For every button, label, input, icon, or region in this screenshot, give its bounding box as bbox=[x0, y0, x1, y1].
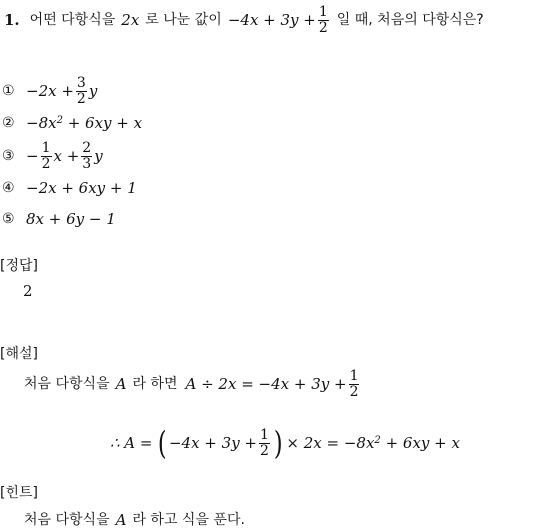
choice-1[interactable] bbox=[2, 76, 97, 106]
explanation-label: [해설] bbox=[0, 346, 38, 362]
choice-5[interactable] bbox=[2, 210, 116, 228]
stem-text-2: 로 나눈 값이 bbox=[145, 12, 222, 28]
hint-text-1: 처음 다항식을 bbox=[24, 512, 110, 528]
hint-line bbox=[24, 512, 245, 528]
choice-3-fraction-1: $\frac{1}{2}$ bbox=[41, 139, 51, 172]
choice-1-marker: ① bbox=[2, 83, 15, 99]
stem-text-3: 일 때, 처음의 다항식은? bbox=[336, 12, 484, 28]
stem-divisor: 2x bbox=[121, 10, 140, 29]
explanation-line-2 bbox=[110, 424, 460, 462]
right-paren: ) bbox=[273, 424, 283, 462]
stem-expression: −4x + 3y + bbox=[227, 10, 316, 29]
choice-2-text-b: + 6xy + x bbox=[62, 113, 143, 132]
choice-5-text: 8x + 6y − 1 bbox=[26, 209, 116, 228]
hint-var: A bbox=[115, 510, 127, 529]
choice-4-marker: ④ bbox=[2, 180, 15, 196]
hint-text-2: 라 하고 식을 푼다. bbox=[132, 512, 245, 528]
explanation-expr-1: A ÷ 2x = −4x + 3y + bbox=[185, 374, 347, 393]
choice-2-exponent: 2 bbox=[56, 115, 63, 126]
explanation-post-b: + 6xy + x bbox=[380, 433, 460, 452]
explanation-var: A bbox=[115, 374, 127, 393]
explanation-inner: −4x + 3y + bbox=[168, 433, 257, 452]
choice-2-marker: ② bbox=[2, 115, 15, 131]
stem-text-1: 어떤 다항식을 bbox=[29, 12, 116, 28]
answer-value: 2 bbox=[23, 282, 33, 300]
hint-label: [힌트] bbox=[0, 485, 38, 501]
choice-5-marker: ⑤ bbox=[2, 211, 15, 227]
choice-3-mid: x + bbox=[53, 146, 80, 165]
choice-1-post: y bbox=[88, 81, 98, 100]
choice-2[interactable] bbox=[2, 114, 142, 132]
choice-3-post: y bbox=[94, 146, 103, 165]
explanation-exponent: 2 bbox=[374, 435, 381, 446]
explanation-therefore: ∴ A = bbox=[110, 433, 153, 452]
explanation-fraction-2: $\frac{1}{2}$ bbox=[260, 426, 269, 459]
choice-3-pre: − bbox=[26, 146, 39, 165]
stem-fraction: $\frac{1}{2}$ bbox=[318, 3, 328, 36]
explanation-text-1: 처음 다항식을 bbox=[24, 376, 110, 392]
explanation-text-2: 라 하면 bbox=[132, 376, 178, 392]
choice-2-text-a: −8x bbox=[26, 113, 57, 132]
choice-4-text: −2x + 6xy + 1 bbox=[26, 178, 137, 197]
choice-1-fraction: $\frac{3}{2}$ bbox=[76, 74, 86, 107]
choice-3[interactable] bbox=[2, 140, 103, 172]
explanation-fraction-1: $\frac{1}{2}$ bbox=[349, 367, 359, 400]
choice-1-pre: −2x + bbox=[26, 81, 74, 100]
explanation-line-1 bbox=[24, 368, 361, 400]
left-paren: ( bbox=[158, 424, 168, 462]
explanation-post-a: × 2x = −8x bbox=[286, 433, 375, 452]
choice-4[interactable] bbox=[2, 179, 137, 197]
question-number: 1. bbox=[4, 10, 20, 29]
choice-3-fraction-2: $\frac{2}{3}$ bbox=[82, 139, 92, 172]
choice-3-marker: ③ bbox=[2, 148, 15, 164]
question-stem bbox=[4, 3, 484, 36]
answer-label: [정답] bbox=[0, 258, 38, 274]
